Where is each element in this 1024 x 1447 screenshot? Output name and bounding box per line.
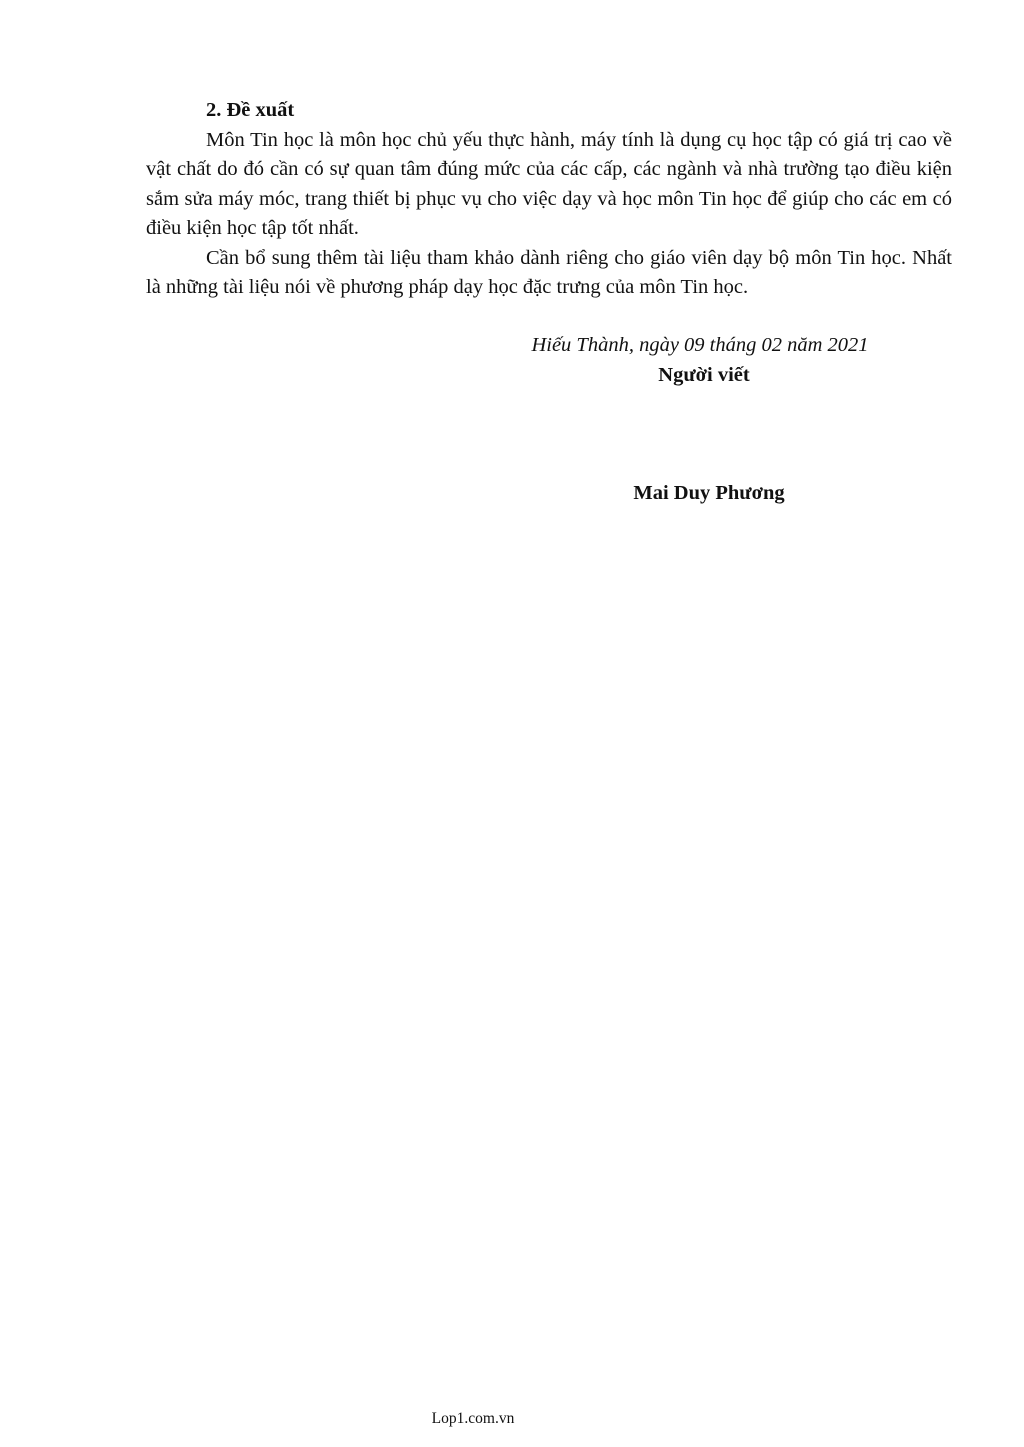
signature-block (490, 331, 910, 390)
signer-role: Người viết (658, 363, 750, 386)
place-date: Hiếu Thành, ngày 09 tháng 02 năm 2021 (531, 334, 869, 356)
paragraph-2: Cần bổ sung thêm tài liệu tham khảo dành riêng cho giáo viên dạy bộ môn Tin học. Nhất là những tài liệu nói về phương pháp dạy học đặc trưng của môn Tin học. (146, 246, 952, 298)
page-footer: Lop1.com.vn (431, 1410, 515, 1427)
section-heading: 2. Đề xuất (206, 99, 295, 121)
paragraph-1: Môn Tin học là môn học chủ yếu thực hành, máy tính là dụng cụ học tập có giá trị cao về vật chất do đó cần có sự quan tâm đúng mức của các cấp, các ngành và nhà trường tạo điều kiện sắm sửa máy móc, trang thiết bị phục vụ cho việc dạy và học môn Tin học để giúp cho các em có điều kiện học tập tốt nhất. (146, 128, 952, 239)
proposal-section (146, 96, 952, 303)
signer-name: Mai Duy Phương (633, 482, 785, 504)
